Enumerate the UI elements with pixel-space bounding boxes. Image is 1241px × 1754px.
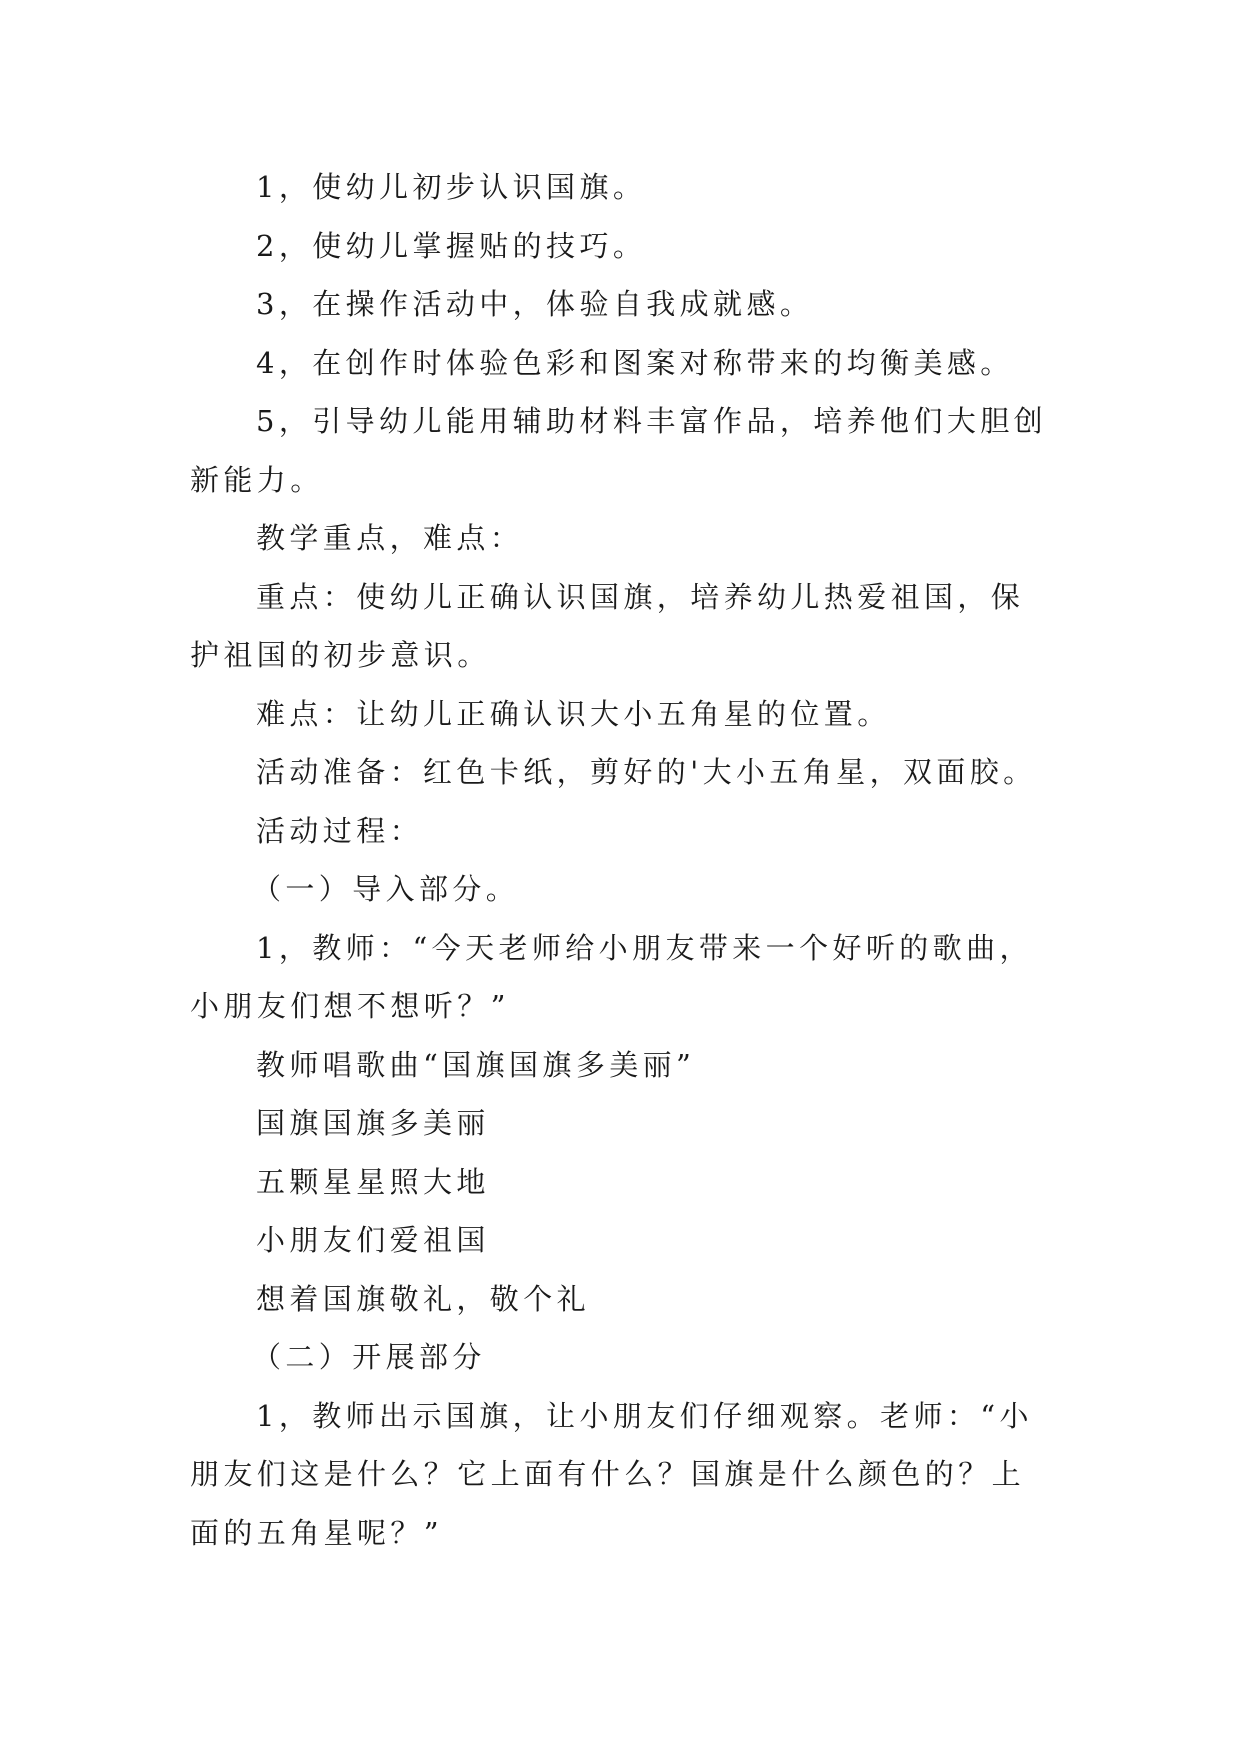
difficult-point: 难点：让幼儿正确认识大小五角星的位置。 — [256, 696, 891, 731]
song-intro: 教师唱歌曲“国旗国旗多美丽” — [256, 1047, 696, 1082]
document-body — [190, 158, 1050, 1562]
section-development-heading: （二）开展部分 — [252, 1340, 486, 1374]
objective-3: 3，在操作活动中，体验自我成就感。 — [256, 287, 814, 321]
development-step-1: 1，教师出示国旗，让小朋友们仔细观察。老师：“小朋友们这是什么？它上面有什么？国旗是什么颜色的？上面的五角星呢？” — [190, 1398, 1033, 1550]
objective-4: 4，在创作时体验色彩和图案对称带来的均衡美感。 — [256, 345, 1014, 380]
key-point: 重点：使幼儿正确认识国旗，培养幼儿热爱祖国，保护祖国的初步意识。 — [190, 579, 1025, 672]
section-intro-heading: （一）导入部分。 — [252, 872, 520, 906]
song-line-2: 五颗星星照大地 — [256, 1164, 490, 1199]
activity-process-heading: 活动过程： — [256, 813, 424, 848]
song-line-1: 国旗国旗多美丽 — [256, 1106, 490, 1140]
activity-preparation: 活动准备：红色卡纸，剪好的'大小五角星，双面胶。 — [256, 755, 1037, 789]
song-line-4: 想着国旗敬礼，敬个礼 — [256, 1281, 591, 1316]
song-line-3: 小朋友们爱祖国 — [256, 1223, 490, 1257]
key-points-heading: 教学重点，难点： — [256, 521, 524, 555]
intro-step-1: 1，教师：“今天老师给小朋友带来一个好听的歌曲，小朋友们想不想听？” — [190, 930, 1033, 1023]
objective-1: 1，使幼儿初步认识国旗。 — [256, 170, 647, 204]
objective-2: 2，使幼儿掌握贴的技巧。 — [256, 228, 647, 263]
objective-5: 5，引导幼儿能用辅助材料丰富作品，培养他们大胆创新能力。 — [190, 404, 1048, 497]
